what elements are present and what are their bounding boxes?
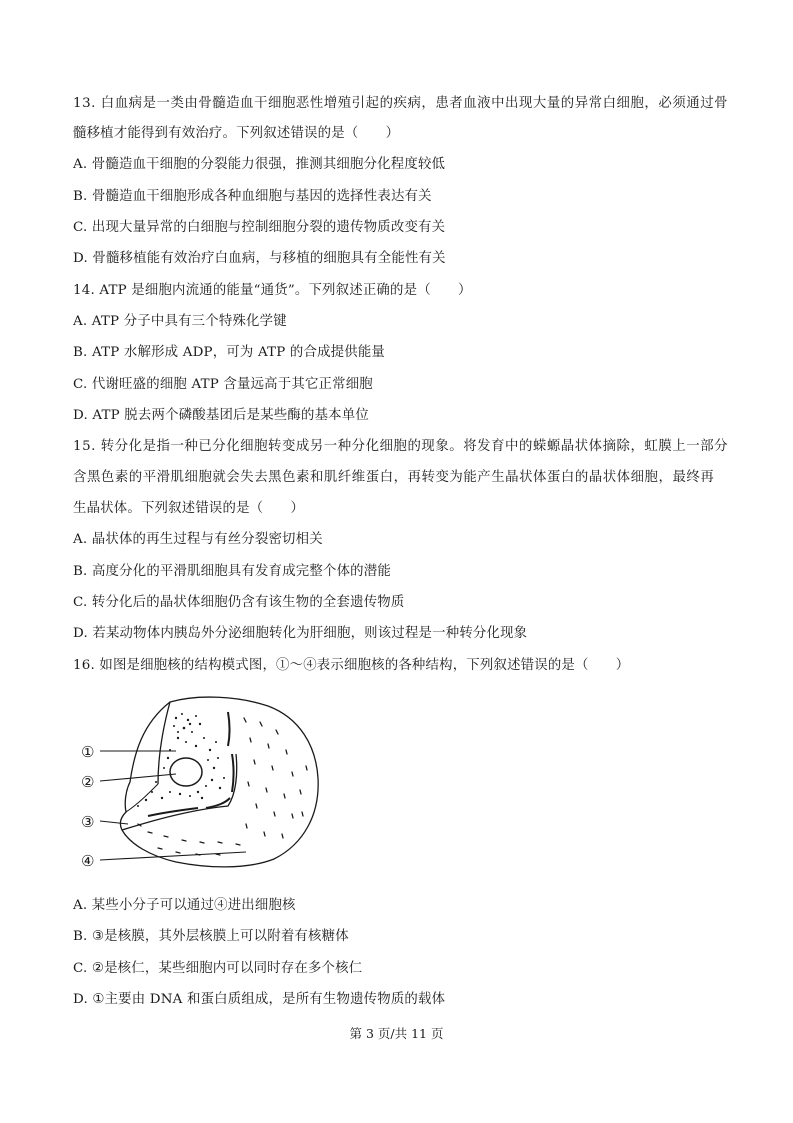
label-1: ① [81,743,95,761]
q16-option-c: C. ②是核仁，某些细胞内可以同时存在多个核仁 [73,961,363,976]
q15-stem-line-1: 15. 转分化是指一种已分化细胞转变成另一种分化细胞的现象。将发育中的蝾螈晶状体摘除，虹膜上一部分 [73,439,729,454]
q16-stem-line-1: 16. 如图是细胞核的结构模式图，①～④表示细胞核的各种结构，下列叙述错误的是（ ） [73,658,630,673]
page-number-footer: 第 3 页/共 11 页 [349,1026,444,1041]
q16-option-b: B. ③是核膜，其外层核膜上可以附着有核糖体 [73,929,349,944]
q13-option-a: A. 骨髓造血干细胞的分裂能力很强，推测其细胞分化程度较低 [73,157,446,172]
q15-option-d: D. 若某动物体内胰岛外分泌细胞转化为肝细胞，则该过程是一种转分化现象 [73,626,528,641]
q14-stem-line-1: 14. ATP 是细胞内流通的能量“通货”。下列叙述正确的是（ ） [73,283,472,298]
q13-option-b: B. 骨髓造血干细胞形成各种血细胞与基因的选择性表达有关 [73,189,432,204]
q13-option-c: C. 出现大量异常的白细胞与控制细胞分裂的遗传物质改变有关 [73,220,446,235]
q15-option-b: B. 高度分化的平滑肌细胞具有发育成完整个体的潜能 [73,564,391,579]
q14-option-b: B. ATP 水解形成 ADP，可为 ATP 的合成提供能量 [73,345,386,360]
q15-option-c: C. 转分化后的晶状体细胞仍含有该生物的全套遗传物质 [73,595,405,610]
q13-stem-line-1: 13. 白血病是一类由骨髓造血干细胞恶性增殖引起的疾病，患者血液中出现大量的异常白细胞，必须通过骨 [73,96,729,111]
q15-option-a: A. 晶状体的再生过程与有丝分裂密切相关 [73,532,323,547]
q15-stem-line-3: 生晶状体。下列叙述错误的是（ ） [73,501,305,516]
nucleus-diagram [78,694,338,880]
nucleus-structure-figure [78,694,338,880]
q16-option-d: D. ①主要由 DNA 和蛋白质组成，是所有生物遗传物质的载体 [73,992,446,1007]
q14-option-d: D. ATP 脱去两个磷酸基团后是某些酶的基本单位 [73,408,369,423]
q15-stem-line-2: 含黑色素的平滑肌细胞就会失去黑色素和肌纤维蛋白，再转变为能产生晶状体蛋白的晶状体细胞，最终再 [73,470,715,485]
q14-option-c: C. 代谢旺盛的细胞 ATP 含量远高于其它正常细胞 [73,377,373,392]
label-4: ④ [81,852,95,870]
q16-option-a: A. 某些小分子可以通过④进出细胞核 [73,898,296,913]
q14-option-a: A. ATP 分子中具有三个特殊化学键 [73,314,287,329]
q13-option-d: D. 骨髓移植能有效治疗白血病，与移植的细胞具有全能性有关 [73,251,446,266]
q13-stem-line-2: 髓移植才能得到有效治疗。下列叙述错误的是（ ） [73,126,400,141]
label-3: ③ [81,813,95,831]
label-2: ② [81,773,95,791]
